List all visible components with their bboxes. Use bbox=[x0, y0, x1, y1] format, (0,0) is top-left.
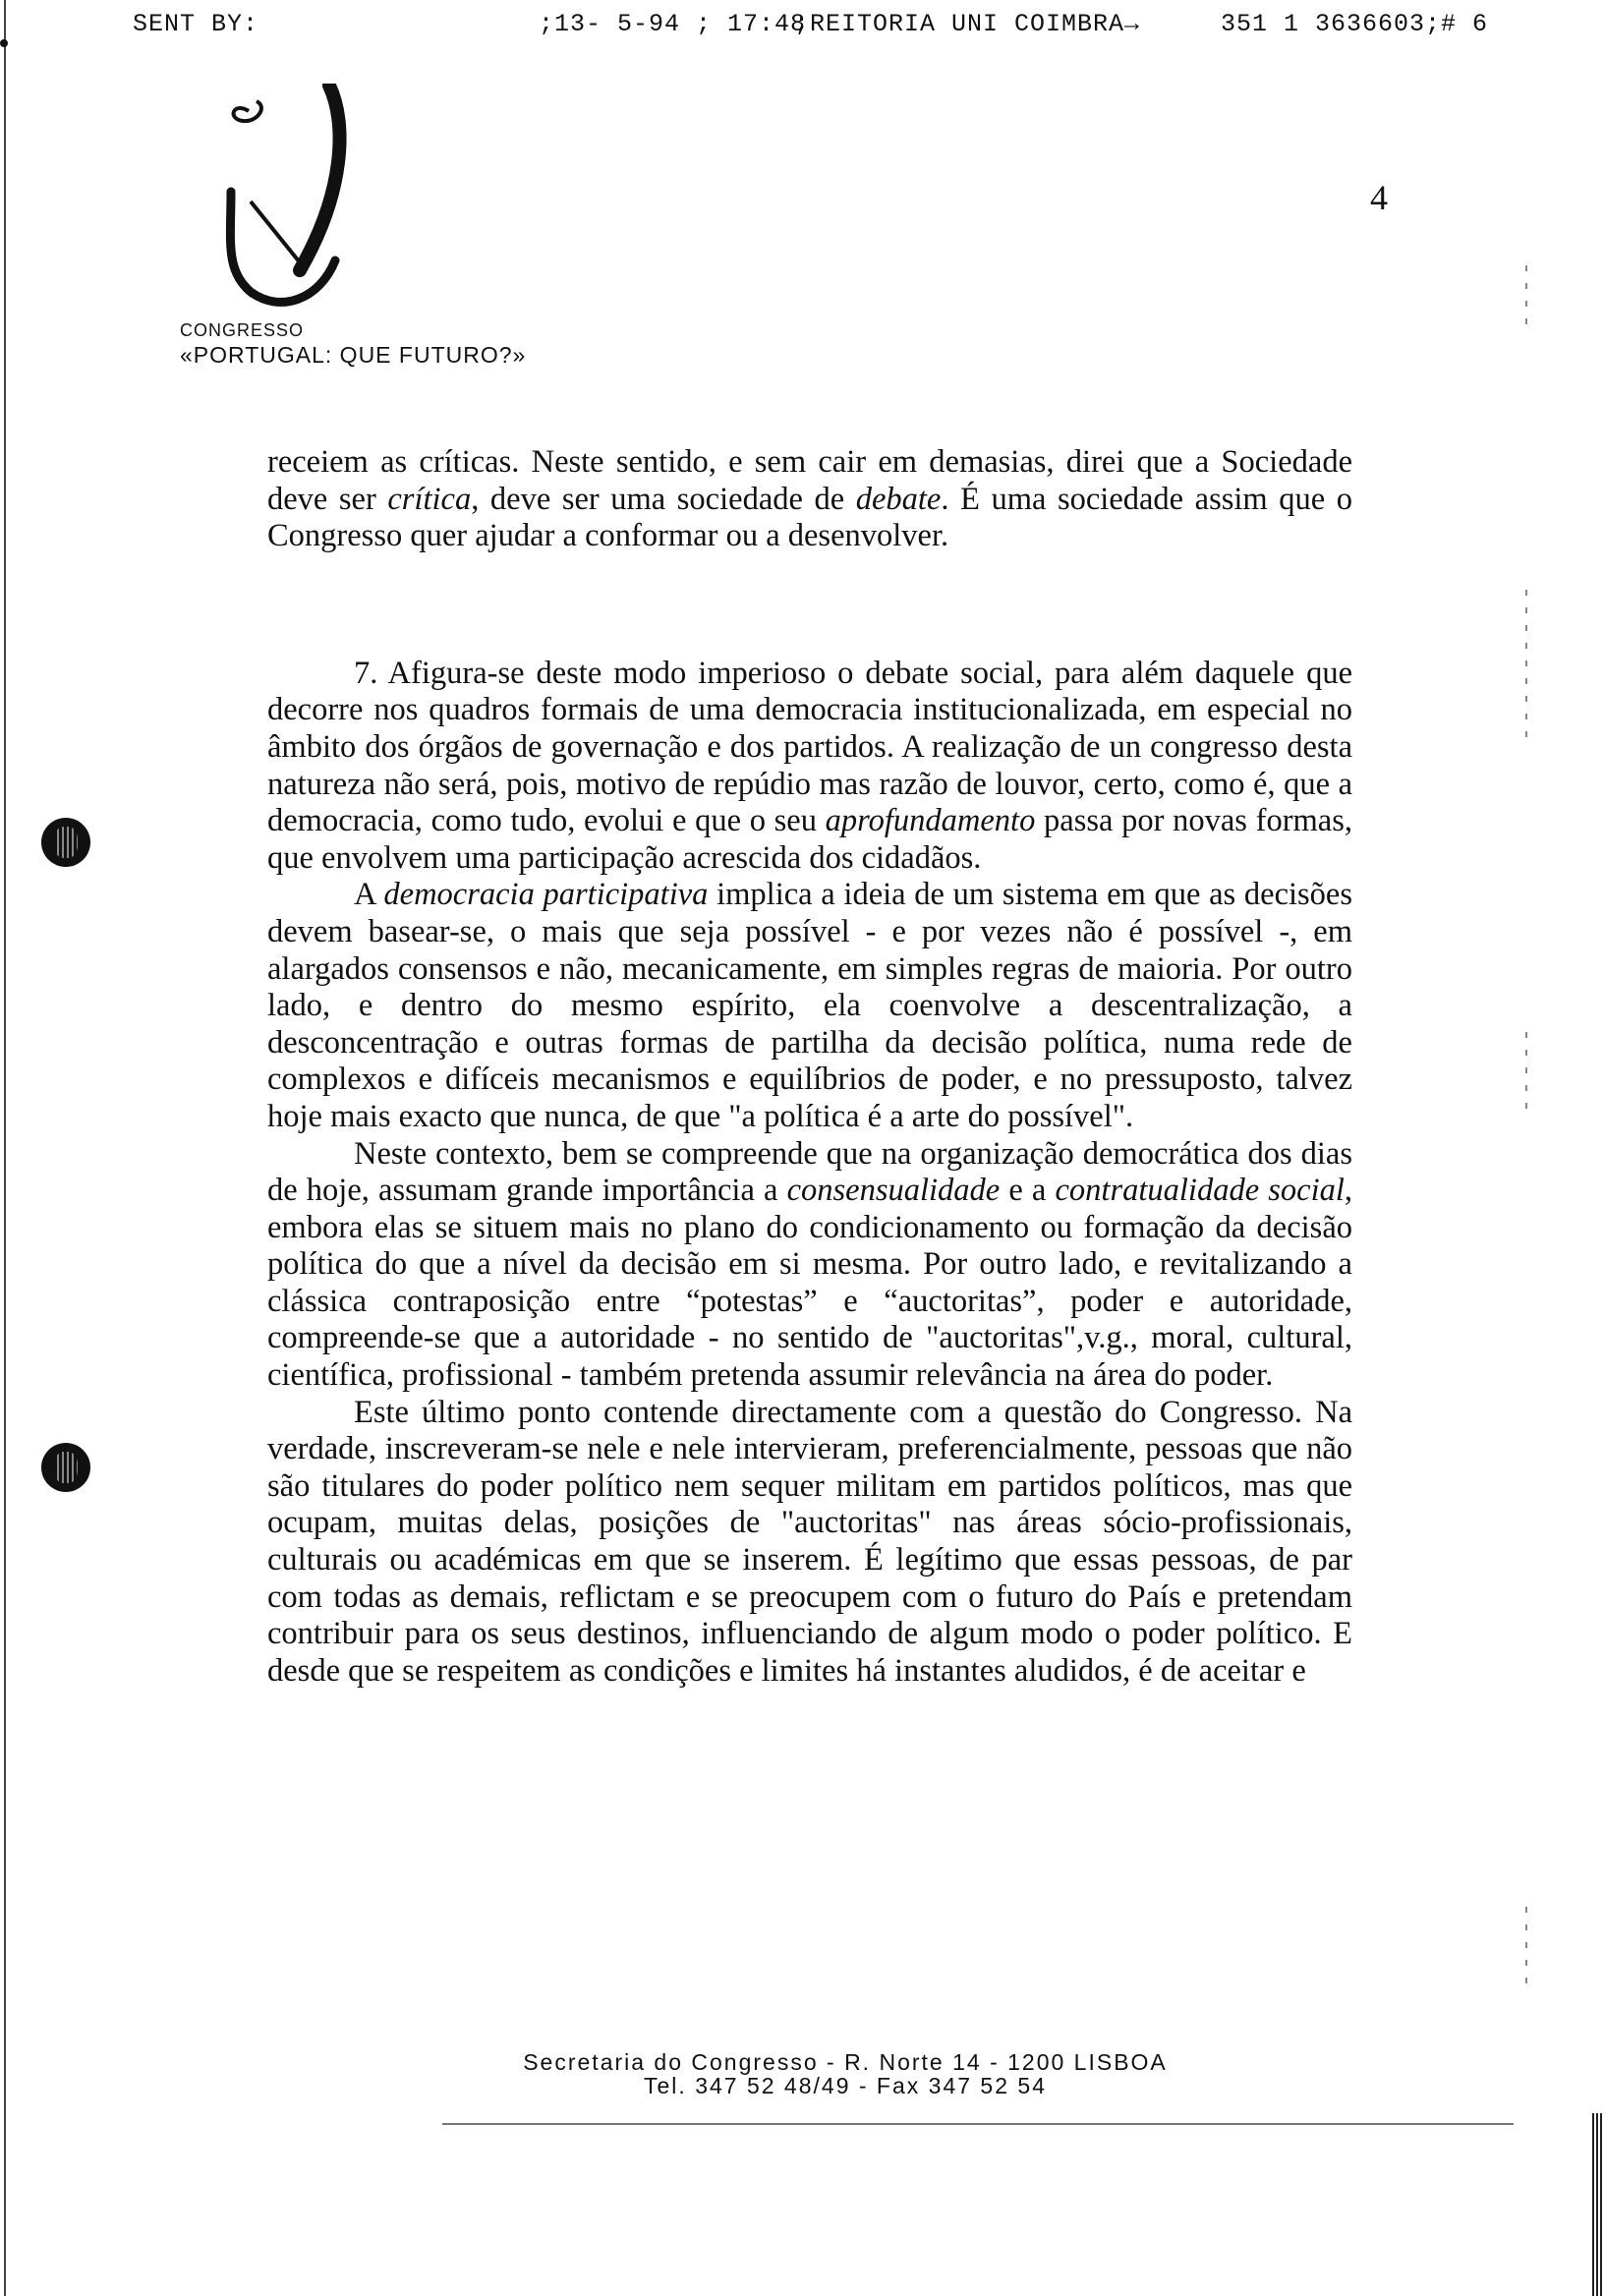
document-body bbox=[267, 444, 1352, 1690]
paragraph-consensualidade bbox=[267, 1136, 1352, 1395]
text-run: Este último ponto contende directamente com a questão do Congresso. Na verdade, inscreveram-se nele e nele intervieram, preferencialmente, pessoas que não são titulares do poder político nem sequer militam em partidos políticos, mas que ocupam, muitas delas, posições de "auctoritas" nas áreas sócio-profissionais, culturais ou académicas em que se inserem. É legítimo que essas pessoas, de par com todas as demais, reflictam e se preocupem com o futuro do País e pretendam contribuir para os seus destinos, influenciando de algum modo o poder político. E desde que se respeitem as condições e limites há instantes aludidos, é de aceitar e bbox=[267, 1394, 1352, 1689]
fax-timestamp: ;13- 5-94 ; 17:48 bbox=[539, 10, 807, 38]
fax-transmission-header bbox=[0, 10, 1604, 49]
emphasis-text: crítica bbox=[387, 481, 472, 517]
text-run: . É uma sociedade assim que o Congresso quer ajudar a conformar ou a desenvolver. bbox=[267, 481, 1352, 554]
fax-noise-right-2 bbox=[1525, 590, 1527, 747]
congress-logo-icon bbox=[221, 84, 378, 310]
emphasis-text: contratualidade social bbox=[1055, 1173, 1345, 1209]
paragraph-democracia-participativa bbox=[267, 877, 1352, 1135]
fax-edge-artifact bbox=[1592, 2113, 1604, 2296]
fax-noise-right-1 bbox=[1525, 265, 1527, 324]
footer-rule bbox=[442, 2123, 1514, 2125]
footer-phone-fax: Tel. 347 52 48/49 - Fax 347 52 54 bbox=[644, 2073, 1047, 2098]
text-run: , embora elas se situem mais no plano do condicionamento ou formação da decisão política do que a nível da decisão em si mesma. Por outro lado, e revitalizando a clássica contraposição entre “potestas” e “auctoritas”, poder e autoridade, compreende-se que a autoridade - no sentido de "auctoritas",v.g., moral, cultural, científica, profissional - também pretenda assumir relevância na área do poder. bbox=[267, 1173, 1353, 1394]
paragraph-ultimo-ponto bbox=[267, 1395, 1352, 1691]
text-run: receiem as críticas. Neste sentido, e sem cair em demasias, direi que a Sociedade deve ser bbox=[267, 444, 1352, 517]
emphasis-text: democracia participativa bbox=[383, 877, 709, 913]
emphasis-text: debate bbox=[855, 481, 942, 517]
letterhead-footer bbox=[354, 2050, 1337, 2097]
page-number: 4 bbox=[1370, 178, 1388, 217]
letterhead-title: «PORTUGAL: QUE FUTURO?» bbox=[180, 342, 527, 368]
left-margin-rule bbox=[4, 0, 6, 2296]
footer-address: Secretaria do Congresso - R. Norte 14 - 1200 LISBOA bbox=[523, 2049, 1168, 2075]
text-run: , deve ser uma sociedade de bbox=[471, 481, 856, 517]
fax-noise-right-3 bbox=[1525, 1032, 1527, 1120]
fax-sender: ;REITORIA UNI COIMBRA→ bbox=[794, 10, 1141, 38]
text-run: passa por novas formas, que envolvem uma participação acrescida dos cidadãos. bbox=[267, 803, 1352, 876]
paragraph-1 bbox=[267, 444, 1352, 555]
text-run: A bbox=[354, 877, 384, 913]
text-run: implica a ideia de um sistema em que as decisões devem basear-se, o mais que seja possível - e por vezes não é possível -, em alargados consensos e não, mecanicamente, em simples regras de maioria. Por outro lado, e dentro do mesmo espírito, ela coenvolve a descentralização, a desconcentração e outras formas de partilha da decisão política, numa rede de complexos e difíceis mecanismos e equilíbrios de poder, e no pressuposto, talvez hoje mais exacto que nunca, de que "a política é a arte do possível". bbox=[267, 877, 1352, 1134]
text-run: e a bbox=[1000, 1173, 1056, 1209]
punch-hole-bottom bbox=[41, 1443, 90, 1492]
fax-sent-by: SENT BY: bbox=[133, 10, 259, 38]
text-run: 7. Afigura-se deste modo imperioso o debate social, para além daquele que decorre nos quadros formais de uma democracia institucionalizada, em especial no âmbito dos órgãos de governação e dos partidos. A realização de un congresso desta natureza não será, pois, motivo de repúdio mas razão de louvor, certo, como é, que a democracia, como tudo, evolui e que o seu bbox=[267, 655, 1352, 839]
emphasis-text: aprofundamento bbox=[825, 803, 1036, 839]
fax-number: 351 1 3636603;# 6 bbox=[1221, 10, 1489, 38]
text-run: Neste contexto, bem se compreende que na organização democrática dos dias de hoje, assumam grande importância a bbox=[267, 1135, 1352, 1209]
fax-noise-right-4 bbox=[1525, 1907, 1527, 1985]
paragraph-7 bbox=[267, 656, 1352, 878]
emphasis-text: consensualidade bbox=[786, 1173, 1001, 1209]
letterhead-label: CONGRESSO bbox=[180, 320, 305, 340]
punch-hole-top bbox=[41, 818, 90, 867]
